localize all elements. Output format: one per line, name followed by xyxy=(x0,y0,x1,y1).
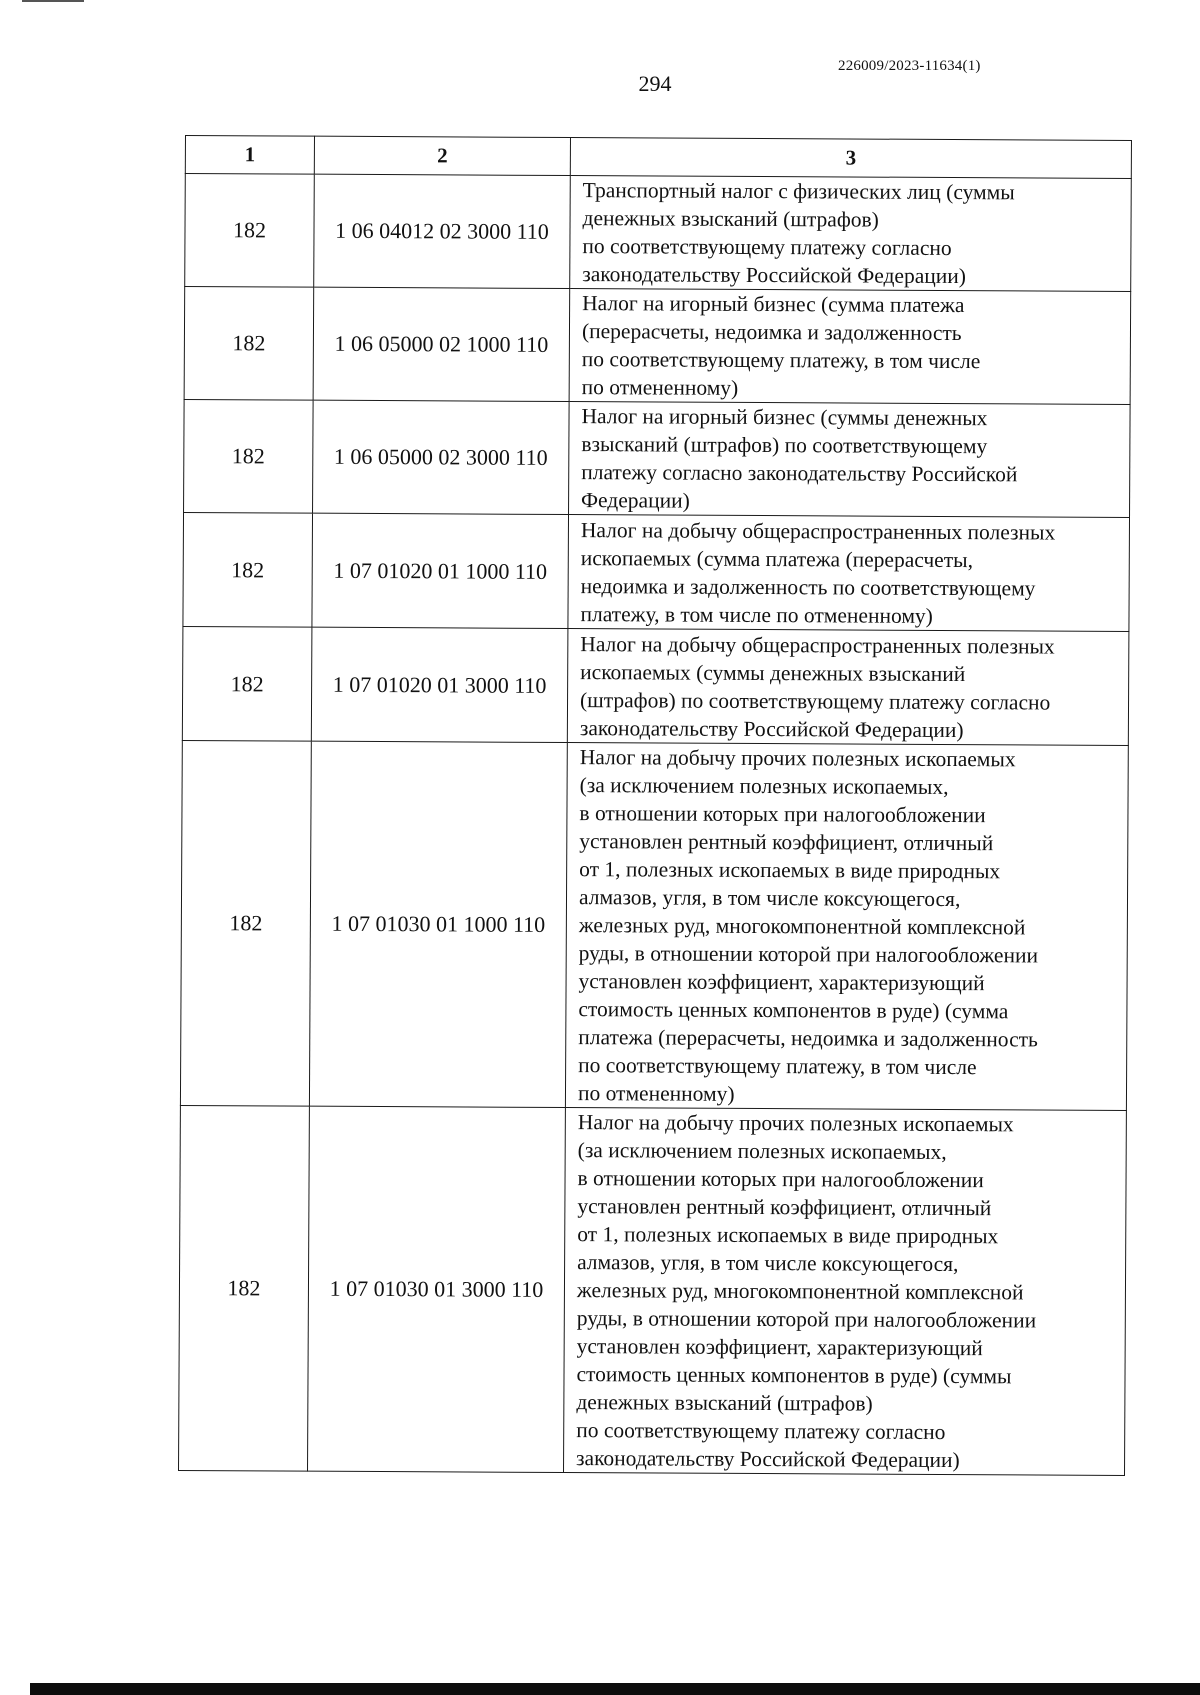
scan-bottom-edge xyxy=(30,1683,1200,1695)
kbk-cell: 1 06 05000 02 3000 110 xyxy=(313,400,570,514)
kbk-cell: 1 07 01020 01 3000 110 xyxy=(311,627,568,742)
admin-code-cell: 182 xyxy=(185,174,315,288)
kbk-cell: 1 06 04012 02 3000 110 xyxy=(314,174,571,288)
table-row xyxy=(180,740,1128,1110)
description-cell: Налог на добычу общераспространенных полезных ископаемых (суммы денежных взысканий (штрафов) по соответствующему платежу согласно законодательству Российской Федерации) xyxy=(567,629,1129,746)
document-number: 226009/2023-11634(1) xyxy=(838,58,981,74)
description-cell: Налог на игорный бизнес (сумма платежа (перерасчеты, недоимка и задолженность по соответствующему платежу, в том числе по отмененному) xyxy=(569,289,1131,405)
kbk-cell: 1 07 01030 01 3000 110 xyxy=(308,1106,566,1472)
income-codes-table xyxy=(178,135,1132,1476)
admin-code-cell: 182 xyxy=(180,740,311,1106)
table-row xyxy=(182,626,1129,745)
admin-code-cell: 182 xyxy=(183,512,313,627)
admin-code-cell: 182 xyxy=(184,287,314,401)
column-header-3: 3 xyxy=(570,138,1131,179)
scan-corner-mark xyxy=(22,0,84,2)
description-cell: Транспортный налог с физических лиц (суммы денежных взысканий (штрафов) по соответствующему платежу согласно законодательству Российской Федерации) xyxy=(570,176,1132,292)
table-header-row xyxy=(185,136,1131,179)
table-row xyxy=(184,287,1131,405)
description-cell: Налог на игорный бизнес (суммы денежных взысканий (штрафов) по соответствующему платежу согласно законодательству Российской Федерации) xyxy=(569,402,1131,518)
column-header-1: 1 xyxy=(185,136,314,175)
kbk-cell: 1 07 01020 01 1000 110 xyxy=(312,513,569,628)
admin-code-cell: 182 xyxy=(179,1105,310,1471)
page-number: 294 xyxy=(638,71,672,96)
admin-code-cell: 182 xyxy=(184,399,314,513)
description-cell: Налог на добычу общераспространенных полезных ископаемых (сумма платежа (перерасчеты, недоимка и задолженность по соответствующему платежу, в том числе по отмененному) xyxy=(568,515,1130,632)
kbk-cell: 1 06 05000 02 1000 110 xyxy=(313,287,570,401)
table-row xyxy=(179,1105,1127,1475)
description-cell: Налог на добычу прочих полезных ископаемых (за исключением полезных ископаемых, в отношении которых при налогообложении установлен рентный коэффициент, отличный от 1, полезных ископаемых в виде природных алмазов, угля, в том числе коксующегося, железных руд, многокомпонентной комплексной руды, в отношении которой при налогообложении установлен коэффициент, характеризующий стоимость ценных компонентов в руде) (суммы денежных взысканий (штрафов) по соответствующему платежу согласно законодательству Российской Федерации) xyxy=(564,1108,1127,1476)
table-row xyxy=(184,399,1131,517)
description-cell: Налог на добычу прочих полезных ископаемых (за исключением полезных ископаемых, в отношении которых при налогообложении установлен рентный коэффициент, отличный от 1, полезных ископаемых в виде природных алмазов, угля, в том числе коксующегося, железных руд, многокомпонентной комплексной руды, в отношении которой при налогообложении установлен коэффициент, характеризующий стоимость ценных компонентов в руде) (сумма платежа (перерасчеты, недоимка и задолженность по соответствующему платежу, в том числе по отмененному) xyxy=(565,743,1128,1111)
table-row xyxy=(183,512,1130,631)
kbk-cell: 1 07 01030 01 1000 110 xyxy=(309,741,567,1107)
table-row xyxy=(185,174,1132,292)
column-header-2: 2 xyxy=(314,136,570,175)
admin-code-cell: 182 xyxy=(182,626,312,741)
